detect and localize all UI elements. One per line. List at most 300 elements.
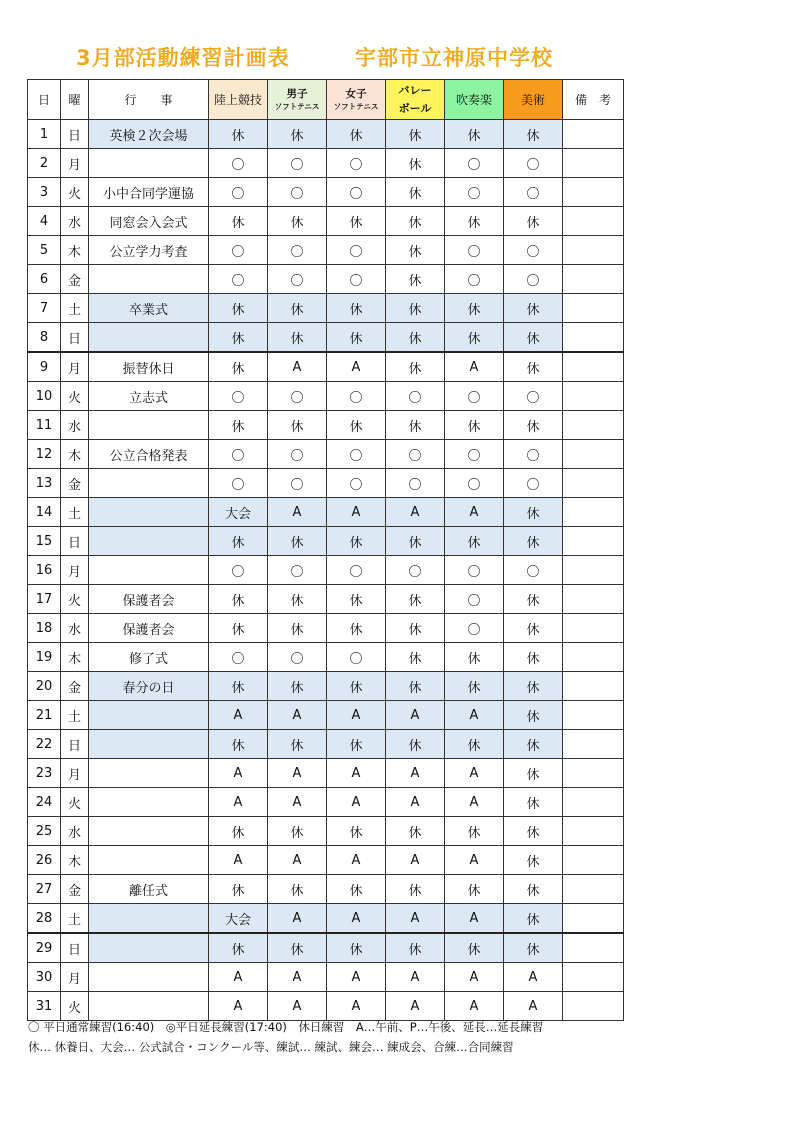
club-status-cell: A <box>445 992 504 1021</box>
event-cell: 保護者会 <box>89 614 209 643</box>
club-status-cell: 〇 <box>445 382 504 411</box>
club-status-cell: 休 <box>327 585 386 614</box>
remarks-cell <box>563 672 624 701</box>
event-cell: 公立合格発表 <box>89 440 209 469</box>
day-cell: 6 <box>28 265 61 294</box>
event-cell <box>89 963 209 992</box>
club-status-cell: 〇 <box>386 440 445 469</box>
club-status-cell: 〇 <box>209 382 268 411</box>
club-status-cell: 休 <box>386 236 445 265</box>
header-day: 日 <box>28 80 61 120</box>
day-cell: 27 <box>28 875 61 904</box>
table-row <box>28 904 624 934</box>
club-status-cell: 休 <box>209 730 268 759</box>
header-remarks: 備 考 <box>563 80 624 120</box>
header-club-boys-tennis <box>268 80 327 120</box>
club-status-cell: 休 <box>445 323 504 353</box>
club-status-cell: 〇 <box>327 236 386 265</box>
table-row <box>28 323 624 353</box>
club-status-cell: 〇 <box>327 469 386 498</box>
club-status-cell: 〇 <box>445 556 504 585</box>
remarks-cell <box>563 352 624 382</box>
day-cell: 24 <box>28 788 61 817</box>
club-status-cell: 休 <box>268 817 327 846</box>
club-label: 男子 <box>286 87 308 100</box>
club-status-cell: 休 <box>209 411 268 440</box>
club-status-cell: 〇 <box>386 469 445 498</box>
weekday-cell: 水 <box>61 207 89 236</box>
club-status-cell: 休 <box>504 759 563 788</box>
table-row <box>28 265 624 294</box>
club-status-cell: 〇 <box>504 469 563 498</box>
club-status-cell: A <box>327 352 386 382</box>
weekday-cell: 火 <box>61 178 89 207</box>
table-row <box>28 875 624 904</box>
day-cell: 30 <box>28 963 61 992</box>
event-cell: 保護者会 <box>89 585 209 614</box>
remarks-cell <box>563 933 624 963</box>
club-status-cell: A <box>386 701 445 730</box>
club-status-cell: 休 <box>327 817 386 846</box>
club-sublabel: ソフトテニス <box>333 101 379 111</box>
club-status-cell: 〇 <box>445 440 504 469</box>
club-status-cell: 休 <box>386 875 445 904</box>
club-status-cell: 休 <box>209 120 268 149</box>
club-label: バレー <box>398 83 432 97</box>
event-cell <box>89 846 209 875</box>
legend-line-1: 〇 平日通常練習(16:40) ◎平日延長練習(17:40) 休日練習 A…午前、P…午後、延長…延長練習 <box>28 1020 544 1034</box>
club-status-cell: 休 <box>386 933 445 963</box>
day-cell: 25 <box>28 817 61 846</box>
club-status-cell: A <box>268 498 327 527</box>
club-status-cell: 休 <box>386 294 445 323</box>
club-status-cell: 休 <box>504 120 563 149</box>
club-status-cell: 休 <box>327 411 386 440</box>
club-label: 吹奏楽 <box>455 92 492 107</box>
club-status-cell: A <box>327 846 386 875</box>
event-cell: 振替休日 <box>89 352 209 382</box>
club-status-cell: 〇 <box>327 556 386 585</box>
club-status-cell: 休 <box>504 643 563 672</box>
remarks-cell <box>563 323 624 353</box>
table-row <box>28 759 624 788</box>
club-status-cell: 休 <box>445 672 504 701</box>
schedule-title: 3月部活動練習計画表 <box>76 46 290 70</box>
club-status-cell: 〇 <box>209 265 268 294</box>
club-status-cell: 休 <box>504 817 563 846</box>
table-row <box>28 846 624 875</box>
club-status-cell: 〇 <box>209 469 268 498</box>
table-row <box>28 178 624 207</box>
day-cell: 14 <box>28 498 61 527</box>
day-cell: 2 <box>28 149 61 178</box>
page-title <box>0 42 800 76</box>
club-status-cell: 〇 <box>386 556 445 585</box>
club-status-cell: A <box>445 904 504 934</box>
club-status-cell: 休 <box>445 411 504 440</box>
remarks-cell <box>563 498 624 527</box>
weekday-cell: 土 <box>61 294 89 323</box>
schedule-table <box>27 79 624 1021</box>
event-cell <box>89 527 209 556</box>
remarks-cell <box>563 440 624 469</box>
club-status-cell: 〇 <box>504 149 563 178</box>
club-status-cell: 休 <box>445 730 504 759</box>
club-status-cell: 〇 <box>327 149 386 178</box>
club-status-cell: 休 <box>327 672 386 701</box>
club-sublabel: ソフトテニス <box>274 101 320 111</box>
weekday-cell: 月 <box>61 352 89 382</box>
day-cell: 7 <box>28 294 61 323</box>
table-row <box>28 382 624 411</box>
header-club-art <box>504 80 563 120</box>
club-status-cell: 休 <box>504 788 563 817</box>
club-status-cell: 休 <box>504 352 563 382</box>
event-cell <box>89 933 209 963</box>
event-cell <box>89 730 209 759</box>
club-status-cell: 休 <box>327 933 386 963</box>
club-status-cell: 休 <box>209 585 268 614</box>
club-status-cell: 〇 <box>209 440 268 469</box>
table-row <box>28 294 624 323</box>
table-row <box>28 788 624 817</box>
club-status-cell: 休 <box>327 323 386 353</box>
day-cell: 5 <box>28 236 61 265</box>
weekday-cell: 月 <box>61 149 89 178</box>
club-status-cell: A <box>268 992 327 1021</box>
club-status-cell: 休 <box>209 875 268 904</box>
club-status-cell: 〇 <box>327 265 386 294</box>
weekday-cell: 土 <box>61 904 89 934</box>
remarks-cell <box>563 207 624 236</box>
club-status-cell: 休 <box>386 207 445 236</box>
table-row <box>28 236 624 265</box>
club-status-cell: 休 <box>445 120 504 149</box>
club-status-cell: 休 <box>504 701 563 730</box>
club-status-cell: 休 <box>327 527 386 556</box>
club-status-cell: 〇 <box>268 469 327 498</box>
club-status-cell: A <box>209 759 268 788</box>
club-status-cell: A <box>268 759 327 788</box>
club-status-cell: 休 <box>386 585 445 614</box>
weekday-cell: 木 <box>61 440 89 469</box>
day-cell: 13 <box>28 469 61 498</box>
club-status-cell: 休 <box>445 527 504 556</box>
weekday-cell: 金 <box>61 469 89 498</box>
club-status-cell: 〇 <box>268 236 327 265</box>
club-status-cell: 休 <box>327 294 386 323</box>
club-status-cell: 大会 <box>209 904 268 934</box>
club-status-cell: 休 <box>386 614 445 643</box>
day-cell: 16 <box>28 556 61 585</box>
club-status-cell: A <box>209 963 268 992</box>
weekday-cell: 金 <box>61 672 89 701</box>
club-status-cell: 休 <box>504 672 563 701</box>
weekday-cell: 火 <box>61 992 89 1021</box>
remarks-cell <box>563 788 624 817</box>
table-row <box>28 672 624 701</box>
table-row <box>28 701 624 730</box>
event-cell <box>89 498 209 527</box>
event-cell <box>89 149 209 178</box>
club-status-cell: 休 <box>209 352 268 382</box>
table-row <box>28 207 624 236</box>
club-status-cell: 〇 <box>504 265 563 294</box>
header-weekday: 曜 <box>61 80 89 120</box>
club-status-cell: A <box>386 759 445 788</box>
club-status-cell: 〇 <box>445 149 504 178</box>
club-status-cell: 休 <box>386 411 445 440</box>
day-cell: 3 <box>28 178 61 207</box>
club-status-cell: 休 <box>504 527 563 556</box>
club-status-cell: A <box>445 498 504 527</box>
club-status-cell: 休 <box>209 614 268 643</box>
club-status-cell: A <box>268 846 327 875</box>
club-status-cell: A <box>386 904 445 934</box>
club-status-cell: A <box>386 846 445 875</box>
table-row <box>28 120 624 149</box>
club-status-cell: 休 <box>386 323 445 353</box>
club-status-cell: A <box>327 759 386 788</box>
club-status-cell: 休 <box>504 411 563 440</box>
club-status-cell: 〇 <box>504 382 563 411</box>
table-row <box>28 817 624 846</box>
legend-notes <box>28 1017 628 1057</box>
club-status-cell: 大会 <box>209 498 268 527</box>
club-status-cell: A <box>327 701 386 730</box>
club-status-cell: 休 <box>504 730 563 759</box>
remarks-cell <box>563 178 624 207</box>
day-cell: 19 <box>28 643 61 672</box>
club-status-cell: 休 <box>504 585 563 614</box>
weekday-cell: 土 <box>61 701 89 730</box>
club-status-cell: 休 <box>445 294 504 323</box>
remarks-cell <box>563 614 624 643</box>
event-cell <box>89 323 209 353</box>
table-row <box>28 440 624 469</box>
remarks-cell <box>563 469 624 498</box>
event-cell <box>89 411 209 440</box>
club-status-cell: 休 <box>268 323 327 353</box>
club-status-cell: 〇 <box>209 556 268 585</box>
club-status-cell: 〇 <box>327 440 386 469</box>
day-cell: 15 <box>28 527 61 556</box>
event-cell <box>89 817 209 846</box>
table-row <box>28 527 624 556</box>
remarks-cell <box>563 904 624 934</box>
remarks-cell <box>563 265 624 294</box>
club-status-cell: 休 <box>504 904 563 934</box>
club-status-cell: 〇 <box>504 236 563 265</box>
club-status-cell: 休 <box>504 294 563 323</box>
club-status-cell: A <box>268 904 327 934</box>
club-status-cell: 休 <box>268 294 327 323</box>
weekday-cell: 木 <box>61 643 89 672</box>
club-status-cell: 休 <box>268 207 327 236</box>
club-status-cell: 〇 <box>327 643 386 672</box>
club-status-cell: A <box>209 788 268 817</box>
day-cell: 21 <box>28 701 61 730</box>
club-status-cell: A <box>327 788 386 817</box>
remarks-cell <box>563 963 624 992</box>
club-status-cell: 〇 <box>268 556 327 585</box>
club-status-cell: 休 <box>268 585 327 614</box>
club-label: 美術 <box>520 92 545 107</box>
club-status-cell: 〇 <box>445 469 504 498</box>
club-status-cell: 休 <box>504 875 563 904</box>
weekday-cell: 月 <box>61 759 89 788</box>
club-status-cell: 休 <box>445 933 504 963</box>
header-row <box>28 80 624 120</box>
club-status-cell: 休 <box>386 120 445 149</box>
club-status-cell: 休 <box>327 614 386 643</box>
table-row <box>28 498 624 527</box>
weekday-cell: 月 <box>61 556 89 585</box>
club-status-cell: 〇 <box>268 178 327 207</box>
club-status-cell: 休 <box>327 207 386 236</box>
table-row <box>28 643 624 672</box>
club-status-cell: A <box>209 846 268 875</box>
club-status-cell: 休 <box>386 817 445 846</box>
remarks-cell <box>563 120 624 149</box>
weekday-cell: 火 <box>61 382 89 411</box>
club-status-cell: A <box>504 992 563 1021</box>
remarks-cell <box>563 585 624 614</box>
legend-line-2: 休… 休養日、大会… 公式試合・コンクール等、練試… 練試、練会… 練成会、合練…合同練習 <box>28 1040 514 1054</box>
club-status-cell: A <box>504 963 563 992</box>
club-status-cell: 〇 <box>209 178 268 207</box>
remarks-cell <box>563 149 624 178</box>
club-status-cell: 〇 <box>209 149 268 178</box>
club-status-cell: 休 <box>327 120 386 149</box>
club-status-cell: 休 <box>209 817 268 846</box>
header-club-girls-tennis <box>327 80 386 120</box>
club-label: 陸上競技 <box>213 92 262 107</box>
day-cell: 23 <box>28 759 61 788</box>
event-cell: 春分の日 <box>89 672 209 701</box>
event-cell: 英検２次会場 <box>89 120 209 149</box>
weekday-cell: 水 <box>61 411 89 440</box>
club-status-cell: A <box>209 992 268 1021</box>
club-status-cell: 休 <box>209 933 268 963</box>
club-status-cell: 休 <box>386 352 445 382</box>
table-row <box>28 585 624 614</box>
event-cell <box>89 904 209 934</box>
club-status-cell: 〇 <box>445 178 504 207</box>
club-status-cell: 休 <box>445 875 504 904</box>
event-cell <box>89 469 209 498</box>
club-status-cell: 休 <box>327 875 386 904</box>
club-status-cell: 休 <box>268 411 327 440</box>
table-row <box>28 730 624 759</box>
club-status-cell: 休 <box>209 207 268 236</box>
club-status-cell: 休 <box>386 178 445 207</box>
weekday-cell: 日 <box>61 120 89 149</box>
club-status-cell: A <box>327 992 386 1021</box>
club-status-cell: A <box>445 846 504 875</box>
event-cell: 立志式 <box>89 382 209 411</box>
club-status-cell: 休 <box>386 265 445 294</box>
club-status-cell: A <box>268 352 327 382</box>
club-status-cell: A <box>327 904 386 934</box>
remarks-cell <box>563 382 624 411</box>
club-status-cell: A <box>386 992 445 1021</box>
remarks-cell <box>563 759 624 788</box>
club-status-cell: A <box>445 963 504 992</box>
club-status-cell: 休 <box>504 498 563 527</box>
day-cell: 11 <box>28 411 61 440</box>
weekday-cell: 木 <box>61 236 89 265</box>
event-cell <box>89 788 209 817</box>
header-club-brass-band <box>445 80 504 120</box>
club-status-cell: A <box>386 498 445 527</box>
club-status-cell: 〇 <box>209 643 268 672</box>
table-row <box>28 614 624 643</box>
day-cell: 1 <box>28 120 61 149</box>
club-status-cell: 〇 <box>209 236 268 265</box>
club-status-cell: 休 <box>268 730 327 759</box>
club-status-cell: A <box>268 788 327 817</box>
weekday-cell: 日 <box>61 527 89 556</box>
table-row <box>28 149 624 178</box>
club-status-cell: A <box>445 701 504 730</box>
club-status-cell: 〇 <box>327 382 386 411</box>
remarks-cell <box>563 846 624 875</box>
remarks-cell <box>563 236 624 265</box>
club-status-cell: 休 <box>504 933 563 963</box>
event-cell: 公立学力考査 <box>89 236 209 265</box>
event-cell: 小中合同学運協 <box>89 178 209 207</box>
header-club-volleyball <box>386 80 445 120</box>
remarks-cell <box>563 730 624 759</box>
day-cell: 20 <box>28 672 61 701</box>
club-status-cell: 休 <box>268 614 327 643</box>
club-status-cell: 〇 <box>268 382 327 411</box>
club-status-cell: 休 <box>209 672 268 701</box>
club-status-cell: A <box>445 352 504 382</box>
club-status-cell: 休 <box>386 643 445 672</box>
club-sublabel: ボール <box>398 101 432 115</box>
club-status-cell: A <box>445 788 504 817</box>
club-status-cell: 休 <box>209 294 268 323</box>
day-cell: 22 <box>28 730 61 759</box>
day-cell: 9 <box>28 352 61 382</box>
weekday-cell: 水 <box>61 817 89 846</box>
weekday-cell: 火 <box>61 585 89 614</box>
club-status-cell: 休 <box>327 730 386 759</box>
club-status-cell: 休 <box>445 643 504 672</box>
event-cell <box>89 556 209 585</box>
event-cell: 同窓会入会式 <box>89 207 209 236</box>
table-row <box>28 556 624 585</box>
club-status-cell: 休 <box>386 730 445 759</box>
weekday-cell: 日 <box>61 323 89 353</box>
club-status-cell: A <box>268 701 327 730</box>
remarks-cell <box>563 701 624 730</box>
club-status-cell: 〇 <box>445 265 504 294</box>
remarks-cell <box>563 411 624 440</box>
event-cell: 修了式 <box>89 643 209 672</box>
club-status-cell: A <box>445 759 504 788</box>
event-cell: 卒業式 <box>89 294 209 323</box>
day-cell: 28 <box>28 904 61 934</box>
table-row <box>28 963 624 992</box>
day-cell: 12 <box>28 440 61 469</box>
event-cell <box>89 265 209 294</box>
club-status-cell: 〇 <box>504 440 563 469</box>
club-status-cell: 休 <box>386 672 445 701</box>
remarks-cell <box>563 817 624 846</box>
